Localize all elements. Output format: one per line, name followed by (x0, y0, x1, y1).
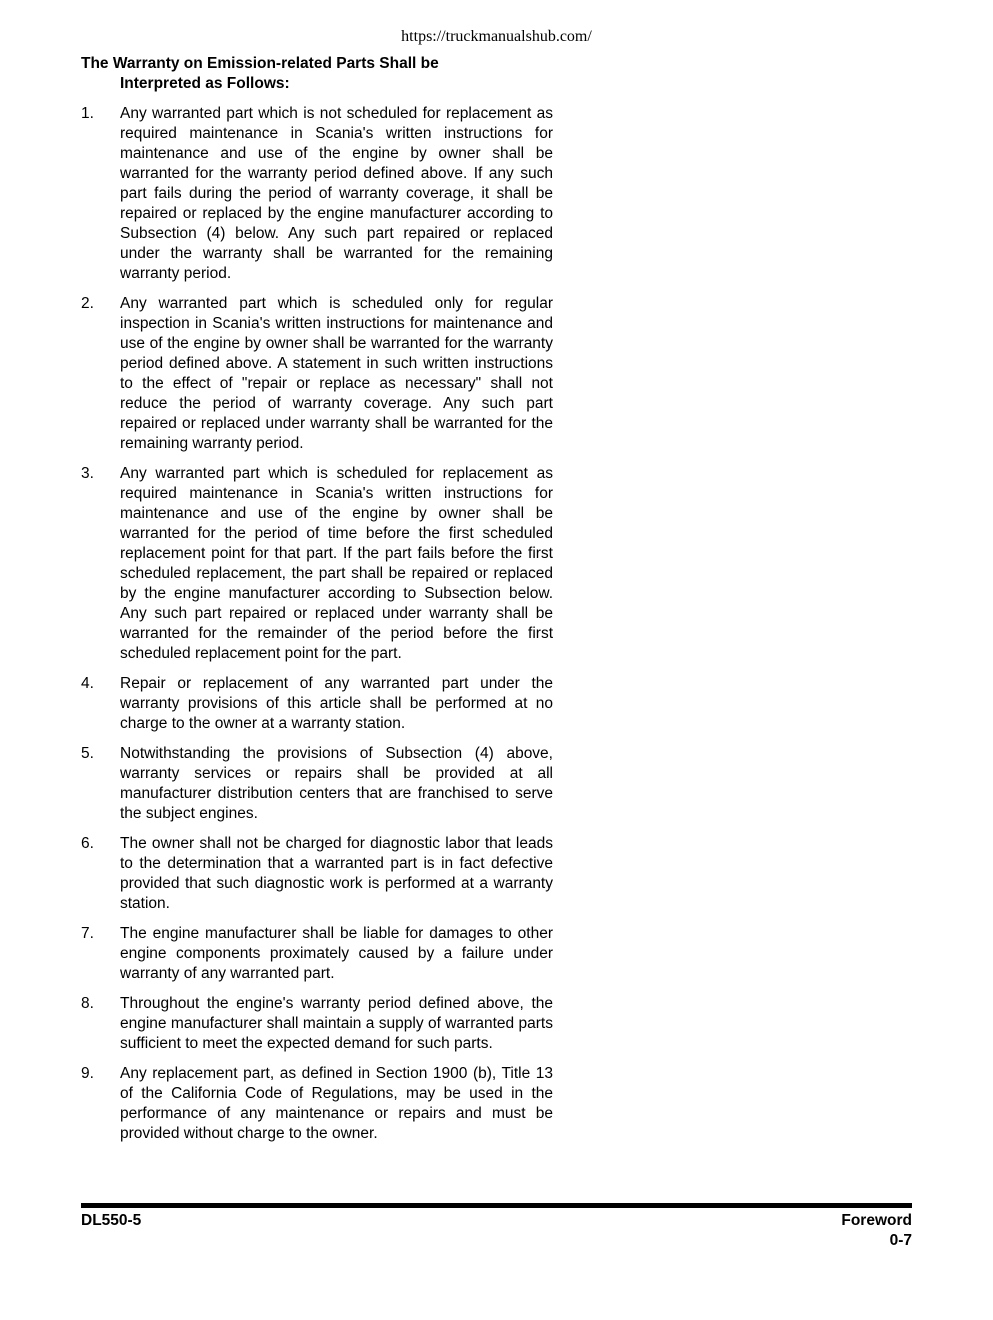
warranty-items-list (81, 104, 553, 1154)
list-item-number: 5. (81, 745, 94, 762)
list-item-text: The engine manufacturer shall be liable for damages to other engine components proximately caused by a failure under warranty of any warranted part. (120, 925, 553, 982)
list-item (81, 924, 553, 984)
list-item (81, 674, 553, 734)
section-heading (81, 54, 561, 94)
list-item-number: 8. (81, 995, 94, 1012)
list-item-text: Any replacement part, as defined in Section 1900 (b), Title 13 of the California Code of Regulations, may be used in the performance of any maintenance or repairs and must be provided without charge to the owner. (120, 1065, 553, 1142)
list-item-number: 6. (81, 835, 94, 852)
list-item-text: Any warranted part which is scheduled for replacement as required maintenance in Scania's written instructions for maintenance and use of the engine by owner shall be warranted for the period of time before the first scheduled replacement point for that part. If the part fails before the first scheduled replacement, the part shall be repaired or replaced by the engine manufacturer according to Subsection below. Any such part repaired or replaced under warranty shall be warranted for the remainder of the period before the first scheduled replacement point for the part. (120, 465, 553, 662)
list-item-text: Any warranted part which is not scheduled for replacement as required maintenance in Scania's written instructions for maintenance and use of the engine by owner shall be warranted for the warranty period defined above. If any such part fails during the period of warranty coverage, it shall be repaired or replaced by the engine manufacturer according to Subsection (4) below. Any such part repaired or replaced under the warranty shall be warranted for the remaining warranty period. (120, 105, 553, 282)
list-item-text: Throughout the engine's warranty period defined above, the engine manufacturer shall maintain a supply of warranted parts sufficient to meet the expected demand for such parts. (120, 995, 553, 1052)
footer-right-block (841, 1211, 912, 1251)
footer-divider (81, 1203, 912, 1208)
list-item (81, 744, 553, 824)
section-heading-line-1: The Warranty on Emission-related Parts Shall be (81, 55, 439, 72)
section-name: Foreword (841, 1212, 912, 1229)
list-item (81, 1064, 553, 1144)
list-item (81, 464, 553, 664)
list-item-text: Repair or replacement of any warranted part under the warranty provisions of this article shall be performed at no charge to the owner at a warranty station. (120, 675, 553, 732)
list-item (81, 834, 553, 914)
list-item-number: 9. (81, 1065, 94, 1082)
page-number: 0-7 (889, 1232, 912, 1249)
list-item (81, 994, 553, 1054)
list-item (81, 294, 553, 454)
list-item-number: 7. (81, 925, 94, 942)
list-item (81, 104, 553, 284)
list-item-number: 3. (81, 465, 94, 482)
list-item-number: 4. (81, 675, 94, 692)
list-item-number: 1. (81, 105, 94, 122)
list-item-text: The owner shall not be charged for diagnostic labor that leads to the determination that a warranted part is in fact defective provided that such diagnostic work is performed at a warranty station. (120, 835, 553, 912)
list-item-text: Any warranted part which is scheduled only for regular inspection in Scania's written instructions for maintenance and use of the engine by owner shall be warranted for the warranty period defined above. A statement in such written instructions to the effect of "repair or replace as necessary" shall not reduce the period of warranty coverage. Any such part repaired or replaced under warranty shall be warranted for the remaining warranty period. (120, 295, 553, 452)
list-item-number: 2. (81, 295, 94, 312)
source-url: https://truckmanualshub.com/ (401, 28, 592, 45)
section-heading-line-2: Interpreted as Follows: (120, 75, 290, 92)
list-item-text: Notwithstanding the provisions of Subsection (4) above, warranty services or repairs shall be provided at all manufacturer distribution centers that are franchised to serve the subject engines. (120, 745, 553, 822)
document-code: DL550-5 (81, 1212, 142, 1229)
